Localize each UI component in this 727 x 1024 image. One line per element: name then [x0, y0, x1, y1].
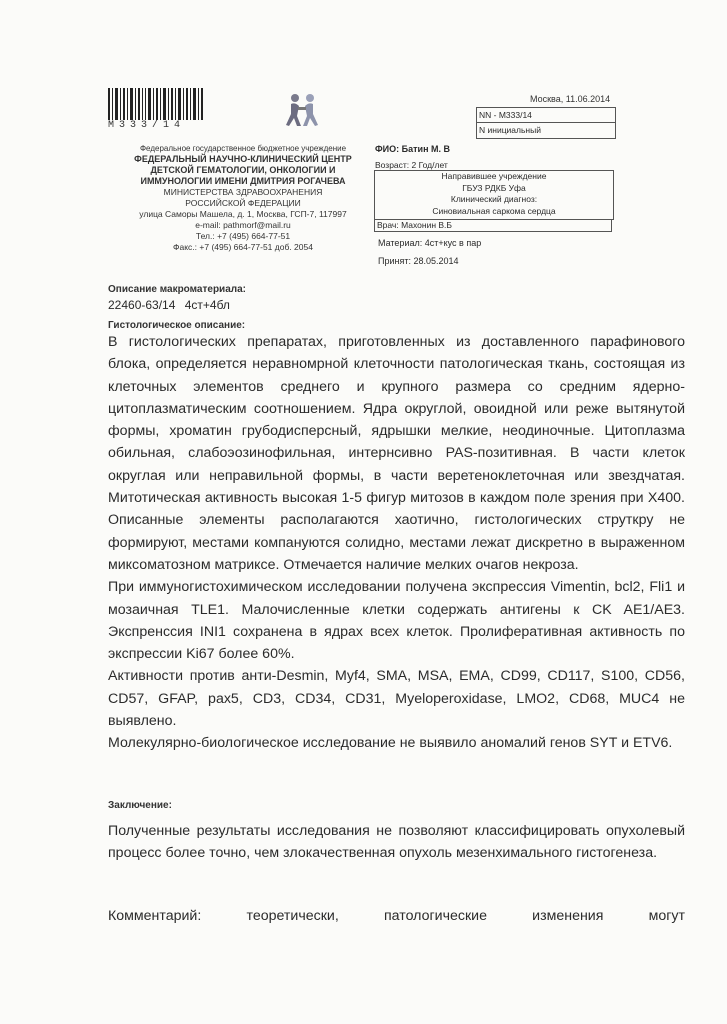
patient-age: Возраст: 2 Год/лет: [375, 160, 448, 170]
clinical-diagnosis: Синовиальная саркома сердца: [432, 205, 556, 216]
comment-text: Комментарий: теоретически, патологические изменения могут: [108, 908, 685, 924]
material-info: Материал: 4ст+кус в пар: [378, 238, 482, 248]
ihc-paragraph: При иммуногистохимическом исследовании получена экспрессия Vimentin, bcl2, Fli1 и мозаичная TLE1. Малочисленные клетки содержать антигены к CK AE1/AE3. Экспренссия INI1 сохранена в ядрах всех клеток. Пролиферативная активность по экспрессии Ki67 более 60%.: [108, 579, 685, 663]
institution-email: e-mail: pathmorf@mail.ru: [195, 220, 291, 230]
diagnosis-label: Клинический диагноз:: [450, 194, 538, 204]
histology-label: Гистологическое описание:: [108, 320, 246, 331]
case-number: NN - M333/14: [477, 108, 615, 123]
barcode-image: [108, 88, 204, 120]
institution-address: улица Саморы Машела, д. 1, Москва, ГСП-7, 117997: [139, 209, 347, 219]
institution-fax: Факс.: +7 (495) 664-77-51 доб. 2054: [173, 242, 313, 252]
institution-name-line2: ДЕТСКОЙ ГЕМАТОЛОГИИ, ОНКОЛОГИИ И: [150, 165, 336, 175]
ministry-line2: РОССИЙСКОЙ ФЕДЕРАЦИИ: [185, 198, 301, 208]
negative-markers-paragraph: Активности против анти-Desmin, Myf4, SMA, MSA, EMA, CD99, CD117, S100, CD56, CD57, GFAP, pax5, CD3, CD34, CD31, Myeloperoxidase, LMO2, CD68, MUC4 не выявлено.: [108, 668, 685, 730]
doctor-name: Врач: Махонин В.Б: [374, 219, 612, 232]
ministry-line1: МИНИСТЕРСТВА ЗДРАВООХРАНЕНИЯ: [163, 187, 323, 197]
referral-box: [374, 170, 614, 220]
institution-name-line3: ИММУНОЛОГИИ ИМЕНИ ДМИТРИЯ РОГАЧЕВА: [140, 176, 346, 186]
conclusion-text: Полученные результаты исследования не позволяют классифицировать опухолевый процесс более точно, чем злокачественная опухоль мезенхимального гистогенеза.: [108, 823, 685, 862]
histology-paragraph: В гистологических препаратах, приготовленных из доставленного парафинового блока, определяется неравномрной клеточности патологическая ткань, состоящая из клеточных элементов среднего и крупного размера со средним ядерно-цитоплазматическим соотношением. Ядра округлой, овоидной или реже вытянутой формы, хроматин грубодисперсный, ядрышки мелкие, неодиночные. Цитоплазма обильная, слабоэозинофильная, интернсивно PAS-позитивная. В части клеток округлая или неправильной формы, в части веретеноклеточная или звездчатая. Митотическая активность высокая 1-5 фигур митозов в каждом поле зрения при Х400. Описанные элементы располагаются хаотично, гистологических струткру не формируют, местами компануются солидно, местами лежат дискретно в выраженном миксоматозном матриксе. Отмечается наличие мелких очагов некроза.: [108, 334, 685, 573]
children-logo-icon: [283, 92, 321, 128]
patient-name: ФИО: Батин М. В: [375, 144, 450, 154]
institution-block: [108, 143, 378, 253]
barcode-text: М333/14: [108, 120, 186, 131]
initial-number: N инициальный: [479, 125, 541, 135]
macro-description-text: 22460-63/14 4ст+4бл: [108, 298, 230, 312]
molecular-paragraph: Молекулярно-биологическое исследование не выявило аномалий генов SYT и ETV6.: [108, 735, 673, 752]
macro-description-label: Описание макроматериала:: [108, 284, 247, 295]
institution-type: Федеральное государственное бюджетное учреждение: [139, 144, 347, 153]
case-number-box: [476, 107, 616, 139]
document-date: Москва, 11.06.2014: [530, 94, 611, 104]
referral-title: Направившее учреждение: [441, 171, 547, 181]
histology-description: [108, 331, 685, 755]
referral-institution: ГБУЗ РДКБ Уфа: [462, 182, 526, 193]
conclusion-label: Заключение:: [108, 800, 172, 811]
institution-name-line1: ФЕДЕРАЛЬНЫЙ НАУЧНО-КЛИНИЧЕСКИЙ ЦЕНТР: [134, 154, 352, 164]
institution-phone: Тел.: +7 (495) 664-77-51: [195, 231, 291, 241]
received-date: Принят: 28.05.2014: [378, 256, 459, 266]
